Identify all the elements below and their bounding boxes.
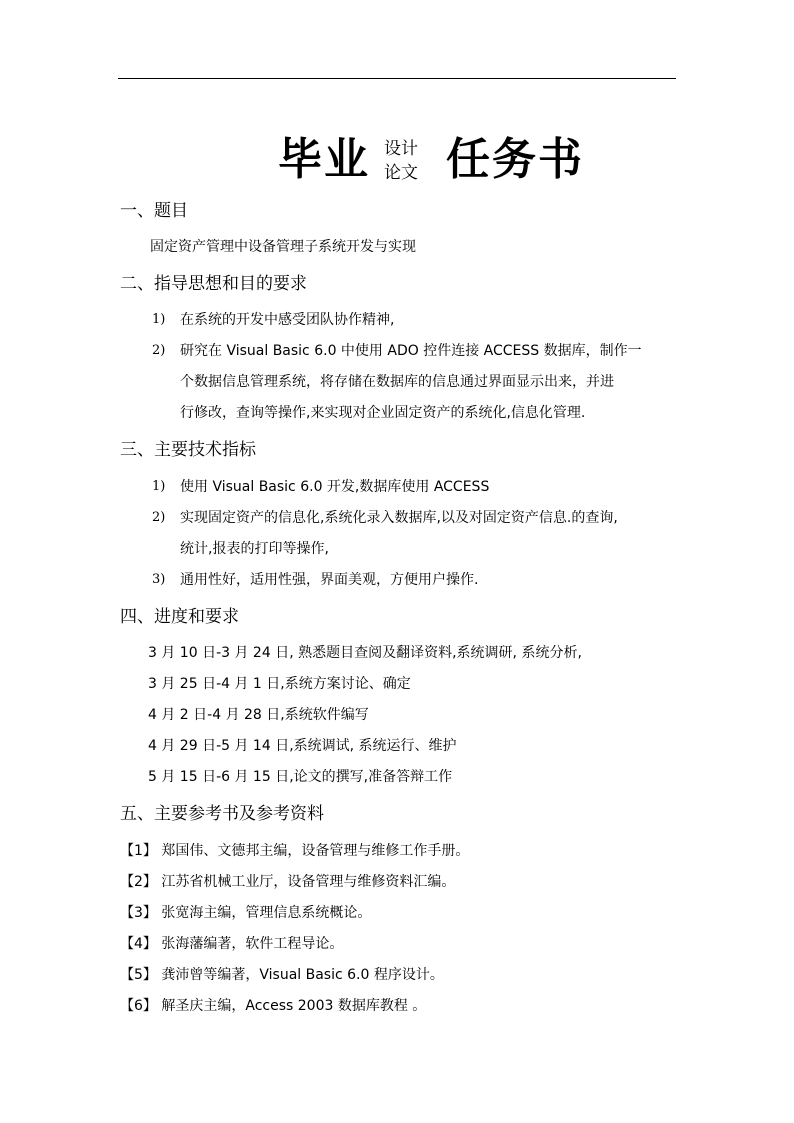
requirement-line: 行修改，查询等操作,来实现对企业固定资产的系统化,信息化管理. — [180, 405, 586, 421]
section-heading-requirements: 二、指导思想和目的要求 — [120, 274, 307, 294]
schedule-item: 3 月 25 日-4 月 1 日,系统方案讨论、确定 — [148, 676, 411, 692]
title-main-right: 任务书 — [446, 134, 584, 185]
reference-text: 张海藩编著，软件工程导论。 — [161, 936, 344, 952]
indicator-line: 使用 Visual Basic 6.0 开发,数据库使用 ACCESS — [180, 479, 490, 495]
document-title — [0, 130, 794, 190]
schedule-item: 4 月 2 日-4 月 28 日,系统软件编写 — [148, 707, 369, 723]
reference-number: 【2】 — [120, 874, 157, 890]
topic-text: 固定资产管理中设备管理子系统开发与实现 — [150, 239, 416, 255]
section-heading-schedule: 四、进度和要求 — [120, 607, 239, 627]
indicator-line: 实现固定资产的信息化,系统化录入数据库,以及对固定资产信息.的查询, — [180, 510, 618, 526]
reference-item — [120, 995, 426, 1017]
schedule-item: 3 月 10 日-3 月 24 日, 熟悉题目查阅及翻译资料,系统调研, 系统分析, — [148, 645, 582, 661]
reference-item — [120, 840, 469, 862]
reference-text: 郑国伟、文德邦主编，设备管理与维修工作手册。 — [161, 843, 470, 859]
indicator-number: 2) — [152, 510, 166, 525]
requirement-line: 个数据信息管理系统，将存储在数据库的信息通过界面显示出来，并进 — [180, 374, 614, 390]
reference-number: 【1】 — [120, 843, 157, 859]
reference-number: 【5】 — [120, 967, 157, 983]
section-heading-indicators: 三、主要技术指标 — [120, 440, 256, 460]
reference-number: 【3】 — [120, 905, 157, 921]
section-heading-topic: 一、题目 — [120, 201, 188, 221]
requirement-line: 在系统的开发中感受团队协作精神, — [180, 312, 395, 328]
title-option-thesis: 论文 — [384, 163, 418, 183]
title-option-design: 设计 — [384, 139, 418, 159]
reference-text: 龚沛曾等编著，Visual Basic 6.0 程序设计。 — [161, 967, 444, 983]
schedule-item: 5 月 15 日-6 月 15 日,论文的撰写,准备答辩工作 — [148, 769, 453, 785]
requirement-number: 1) — [152, 312, 166, 327]
indicator-number: 1) — [152, 479, 166, 494]
reference-number: 【4】 — [120, 936, 157, 952]
indicator-line: 通用性好，适用性强，界面美观，方便用户操作. — [180, 572, 479, 588]
reference-text: 江苏省机械工业厅，设备管理与维修资料汇编。 — [161, 874, 456, 890]
reference-item — [120, 902, 371, 924]
reference-text: 解圣庆主编，Access 2003 数据库教程 。 — [161, 998, 427, 1014]
indicator-number: 3) — [152, 572, 166, 587]
section-heading-references: 五、主要参考书及参考资料 — [120, 804, 324, 824]
requirement-number: 2) — [152, 343, 166, 358]
reference-number: 【6】 — [120, 998, 157, 1014]
requirement-line: 研究在 Visual Basic 6.0 中使用 ADO 控件连接 ACCESS 数据库，制作一 — [180, 343, 642, 359]
reference-item — [120, 964, 444, 986]
schedule-item: 4 月 29 日-5 月 14 日,系统调试, 系统运行、维护 — [148, 738, 457, 754]
reference-item — [120, 933, 343, 955]
header-rule — [118, 78, 676, 79]
reference-text: 张宽海主编，管理信息系统概论。 — [161, 905, 372, 921]
reference-item — [120, 871, 455, 893]
title-main-left: 毕业 — [278, 134, 370, 185]
indicator-line: 统计,报表的打印等操作, — [180, 541, 329, 557]
